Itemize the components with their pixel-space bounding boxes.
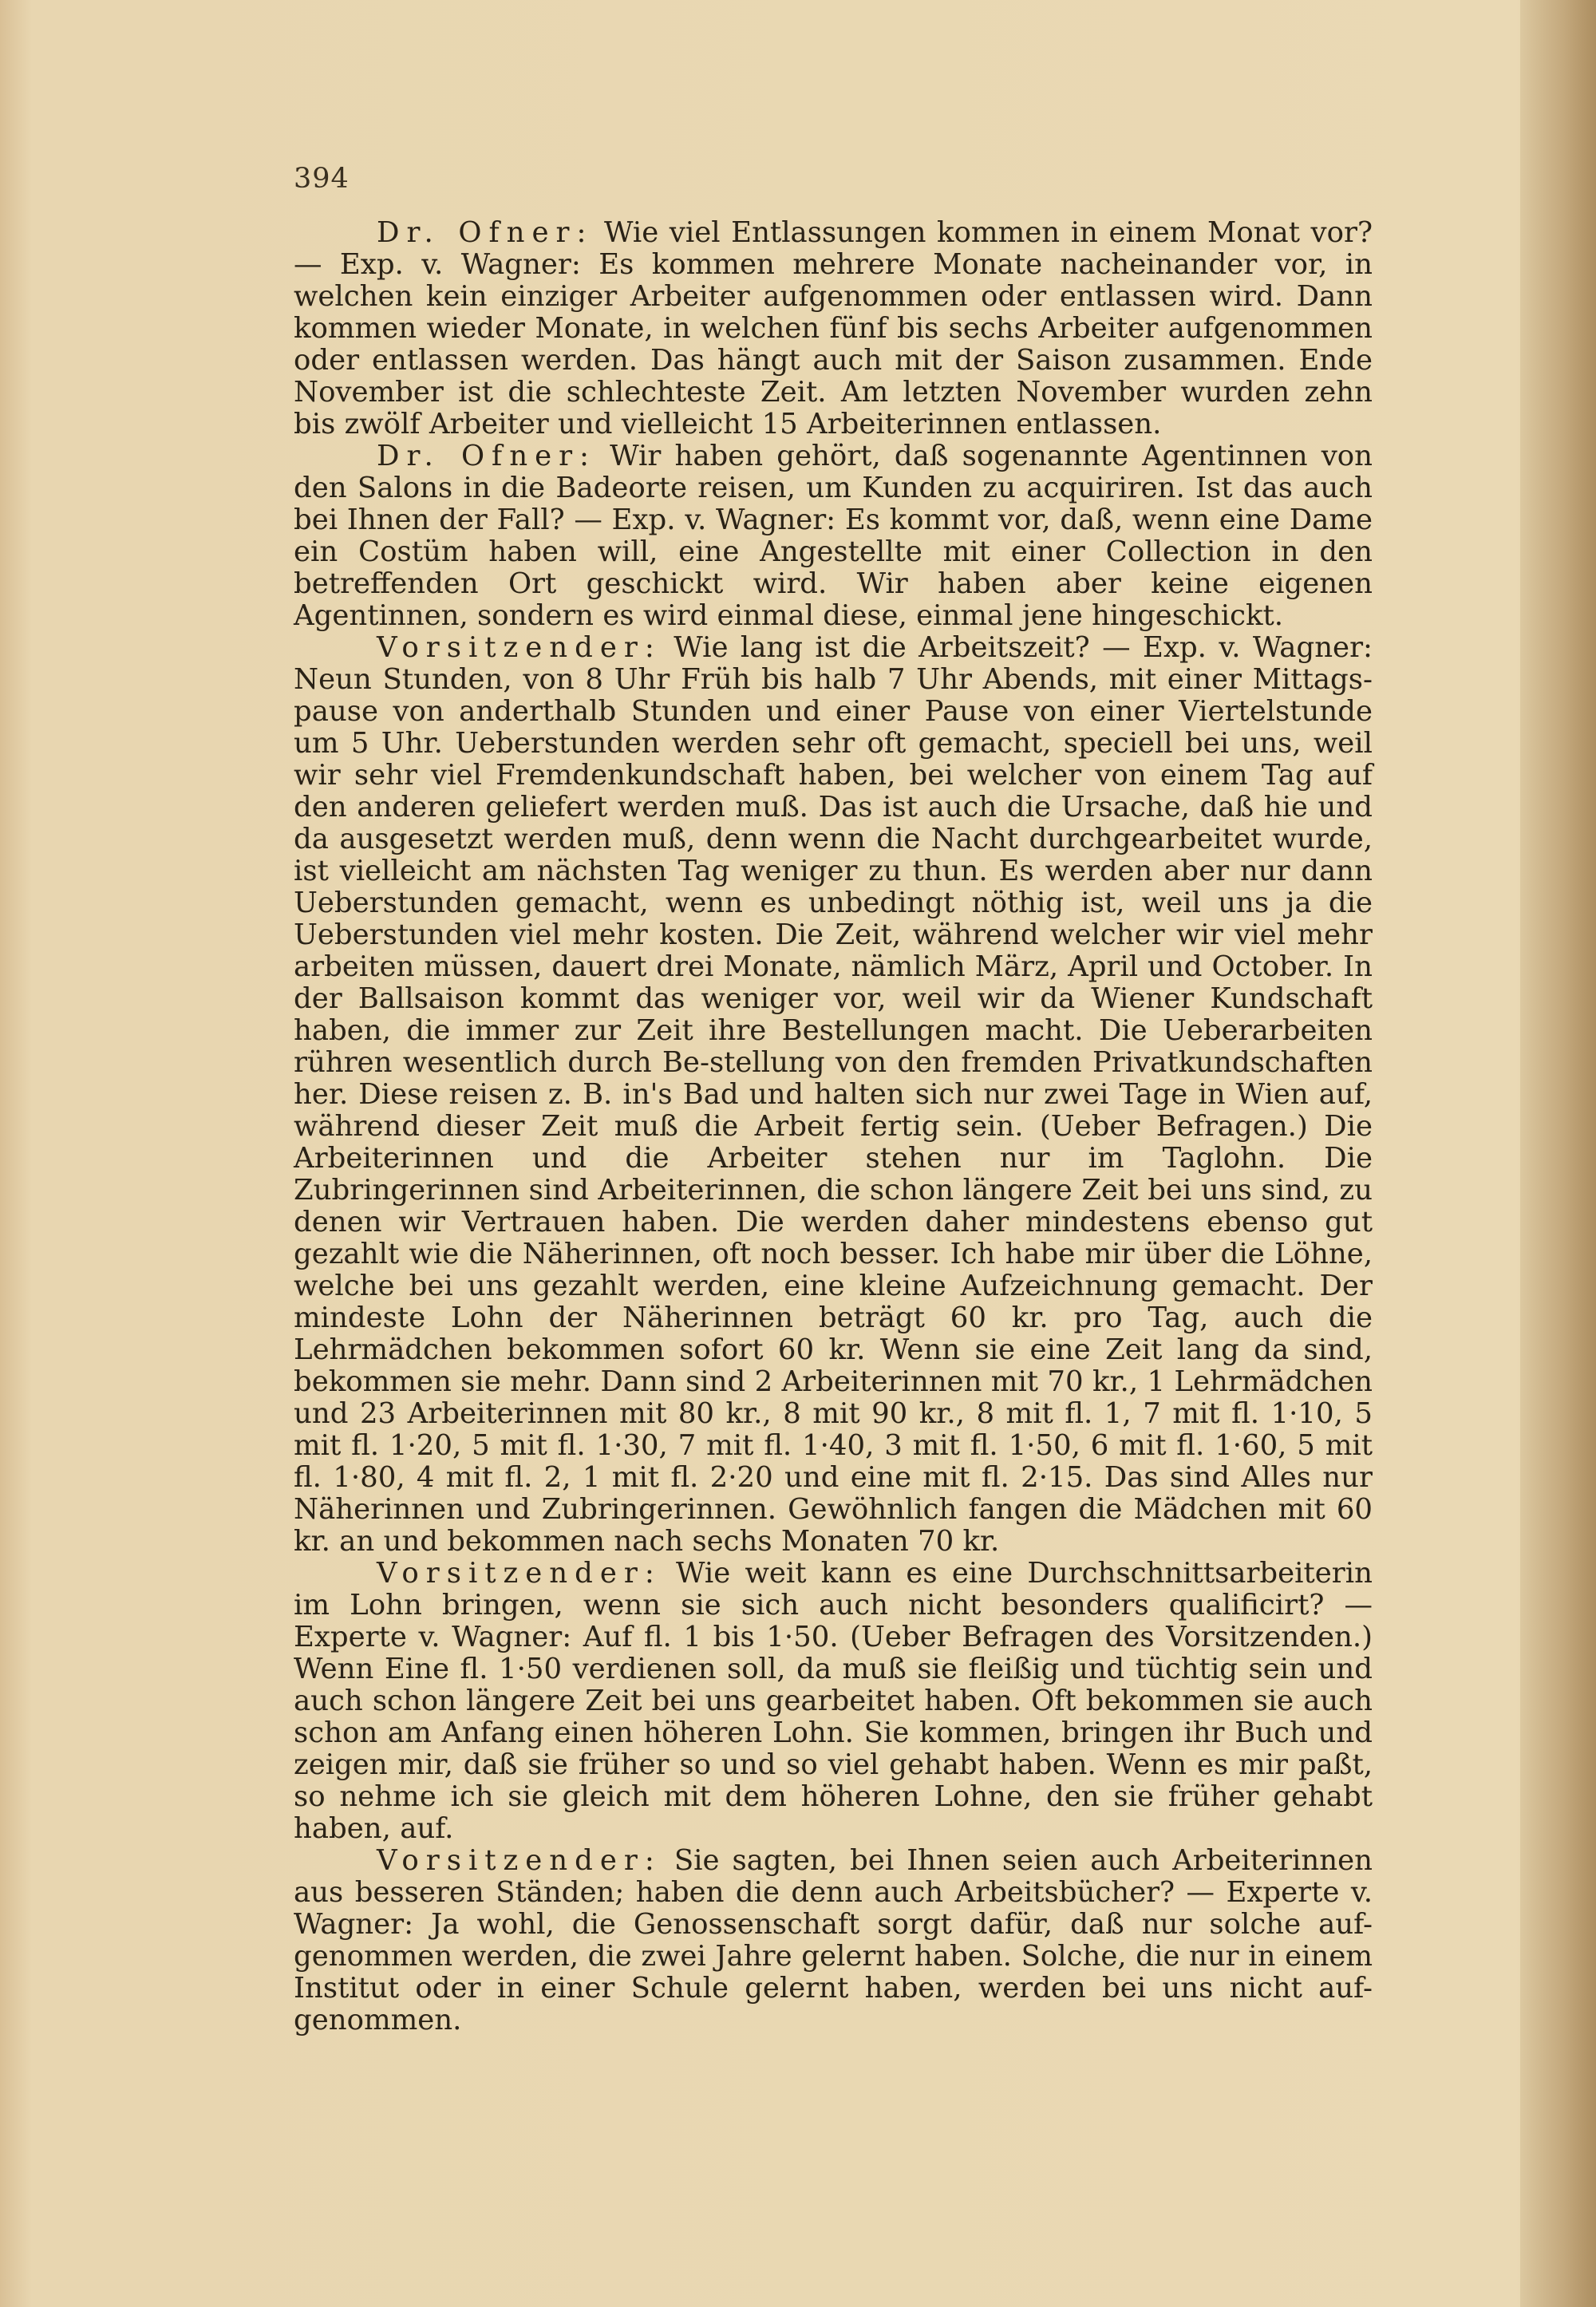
paragraph — [294, 1845, 1373, 2036]
speaker-name: Vorsitzender: — [377, 1844, 662, 1877]
paragraph-text: Wie viel Entlassungen kommen in einem Monat vor? — Exp. v. Wagner: Es kommen mehrere Monate nacheinander vor, in welchen kein einziger Arbeiter aufgenommen oder entlassen wird. Dann kommen wieder Monate, in welchen fünf bis sechs Arbeiter aufgenommen oder entlassen werden. Das hängt auch mit der Saison zusammen. Ende November ist die schlechteste Zeit. Am letzten November wurden zehn bis zwölf Arbeiter und vielleicht 15 Arbeiterinnen entlassen. — [294, 216, 1373, 440]
paragraph-text: Wie lang ist die Arbeitszeit? — Exp. v. Wagner: Neun Stunden, von 8 Uhr Früh bis halb 7 Uhr Abends, mit einer Mittags-pause von anderthalb Stunden und einer Pause von einer Viertelstunde um 5 Uhr. Ueberstunden werden sehr oft gemacht, speciell bei uns, weil wir sehr viel Fremdenkundschaft haben, bei welcher von einem Tag auf den anderen geliefert werden muß. Das ist auch die Ursache, daß hie und da ausgesetzt werden muß, denn wenn die Nacht durchgearbeitet wurde, ist vielleicht am nächsten Tag weniger zu thun. Es werden aber nur dann Ueberstunden gemacht, wenn es unbedingt nöthig ist, weil uns ja die Ueberstunden viel mehr kosten. Die Zeit, während welcher wir viel mehr arbeiten müssen, dauert drei Monate, nämlich März, April und October. In der Ballsaison kommt das weniger vor, weil wir da Wiener Kundschaft haben, die immer zur Zeit ihre Bestellungen macht. Die Ueberarbeiten rühren wesentlich durch Be-stellung von den fremden Privatkundschaften her. Diese reisen z. B. in's Bad und halten sich nur zwei Tage in Wien auf, während dieser Zeit muß die Arbeit fertig sein. (Ueber Befragen.) Die Arbeiterinnen und die Arbeiter stehen nur im Taglohn. Die Zubringerinnen sind Arbeiterinnen, die schon längere Zeit bei uns sind, zu denen wir Vertrauen haben. Die werden daher mindestens ebenso gut gezahlt wie die Näherinnen, oft noch besser. Ich habe mir über die Löhne, welche bei uns gezahlt werden, eine kleine Aufzeichnung gemacht. Der mindeste Lohn der Näherinnen beträgt 60 kr. pro Tag, auch die Lehrmädchen bekommen sofort 60 kr. Wenn sie eine Zeit lang da sind, bekommen sie mehr. Dann sind 2 Arbeiterinnen mit 70 kr., 1 Lehrmädchen und 23 Arbeiterinnen mit 80 kr., 8 mit 90 kr., 8 mit fl. 1, 7 mit fl. 1·10, 5 mit fl. 1·20, 5 mit fl. 1·30, 7 mit fl. 1·40, 3 mit fl. 1·50, 6 mit fl. 1·60, 5 mit fl. 1·80, 4 mit fl. 2, 1 mit fl. 2·20 und eine mit fl. 2·15. Das sind Alles nur Näherinnen und Zubringerinnen. Gewöhnlich fangen die Mädchen mit 60 kr. an und bekommen nach sechs Monaten 70 kr. — [294, 631, 1373, 1558]
paragraph — [294, 440, 1373, 632]
paragraph — [294, 1558, 1373, 1845]
page-edge-shadow — [1520, 0, 1596, 2307]
speaker-name: Dr. Ofner: — [377, 440, 597, 472]
body-text — [294, 217, 1373, 2036]
paragraph — [294, 632, 1373, 1558]
paragraph-text: Wir haben gehört, daß sogenannte Agentinnen von den Salons in die Badeorte reisen, um Kunden zu acquiriren. Ist das auch bei Ihnen der Fall? — Exp. v. Wagner: Es kommt vor, daß, wenn eine Dame ein Costüm haben will, eine Angestellte mit einer Collection in den betreffenden Ort geschickt wird. Wir haben aber keine eigenen Agentinnen, sondern es wird einmal diese, einmal jene hingeschickt. — [294, 440, 1373, 632]
speaker-name: Vorsitzender: — [377, 631, 662, 664]
page-number: 394 — [294, 163, 350, 195]
paragraph-text: Wie weit kann es eine Durchschnittsarbeiterin im Lohn bringen, wenn sie sich auch nicht besonders qualificirt? — Experte v. Wagner: Auf fl. 1 bis 1·50. (Ueber Befragen des Vorsitzenden.) Wenn Eine fl. 1·50 verdienen soll, da muß sie fleißig und tüchtig sein und auch schon längere Zeit bei uns gearbeitet haben. Oft bekommen sie auch schon am Anfang einen höheren Lohn. Sie kommen, bringen ihr Buch und zeigen mir, daß sie früher so und so viel gehabt haben. Wenn es mir paßt, so nehme ich sie gleich mit dem höheren Lohne, den sie früher gehabt haben, auf. — [294, 1557, 1373, 1845]
paragraph — [294, 217, 1373, 440]
speaker-name: Dr. Ofner: — [377, 216, 594, 249]
speaker-name: Vorsitzender: — [377, 1557, 662, 1590]
paragraph-text: Sie sagten, bei Ihnen seien auch Arbeiterinnen aus besseren Ständen; haben die denn auch Arbeitsbücher? — Experte v. Wagner: Ja wohl, die Genossenschaft sorgt dafür, daß nur solche auf-genommen werden, die zwei Jahre gelernt haben. Solche, die nur in einem Institut oder in einer Schule gelernt haben, werden bei uns nicht auf-genommen. — [294, 1844, 1373, 2036]
